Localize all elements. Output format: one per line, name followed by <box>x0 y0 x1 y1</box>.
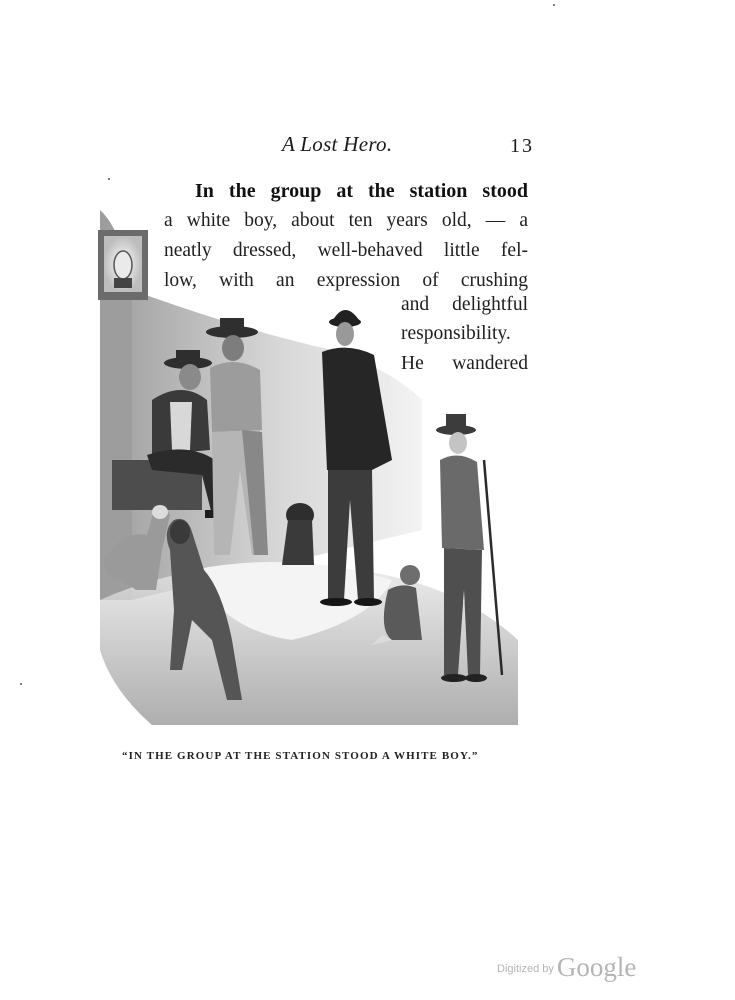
watermark-prefix: Digitized by <box>497 963 554 975</box>
scan-speck <box>20 683 22 685</box>
lamp-chimney <box>114 251 132 279</box>
page-number: 13 <box>510 135 534 157</box>
tall-man <box>320 310 392 606</box>
scan-speck <box>108 178 110 180</box>
text-line-1: In the group at the station stood <box>195 180 528 202</box>
text-line-7: He wandered <box>401 353 528 374</box>
dog-small <box>282 503 314 565</box>
text-line-2: a white boy, about ten years old, — a <box>164 210 528 231</box>
scan-speck <box>553 4 555 6</box>
watermark-brand: Google <box>556 952 637 982</box>
text-line-4: low, with an expression of crushing <box>164 270 528 291</box>
illustration-caption: “IN THE GROUP AT THE STATION STOOD A WHITE BOY.” <box>122 750 479 762</box>
running-title: A Lost Hero. <box>282 132 393 156</box>
text-line-3: neatly dressed, well-behaved little fel- <box>164 240 528 261</box>
text-line-5: and delightful <box>401 294 528 315</box>
digitized-watermark <box>497 952 636 983</box>
text-line-6: responsibility. <box>401 323 511 344</box>
lamp-base <box>114 278 132 288</box>
